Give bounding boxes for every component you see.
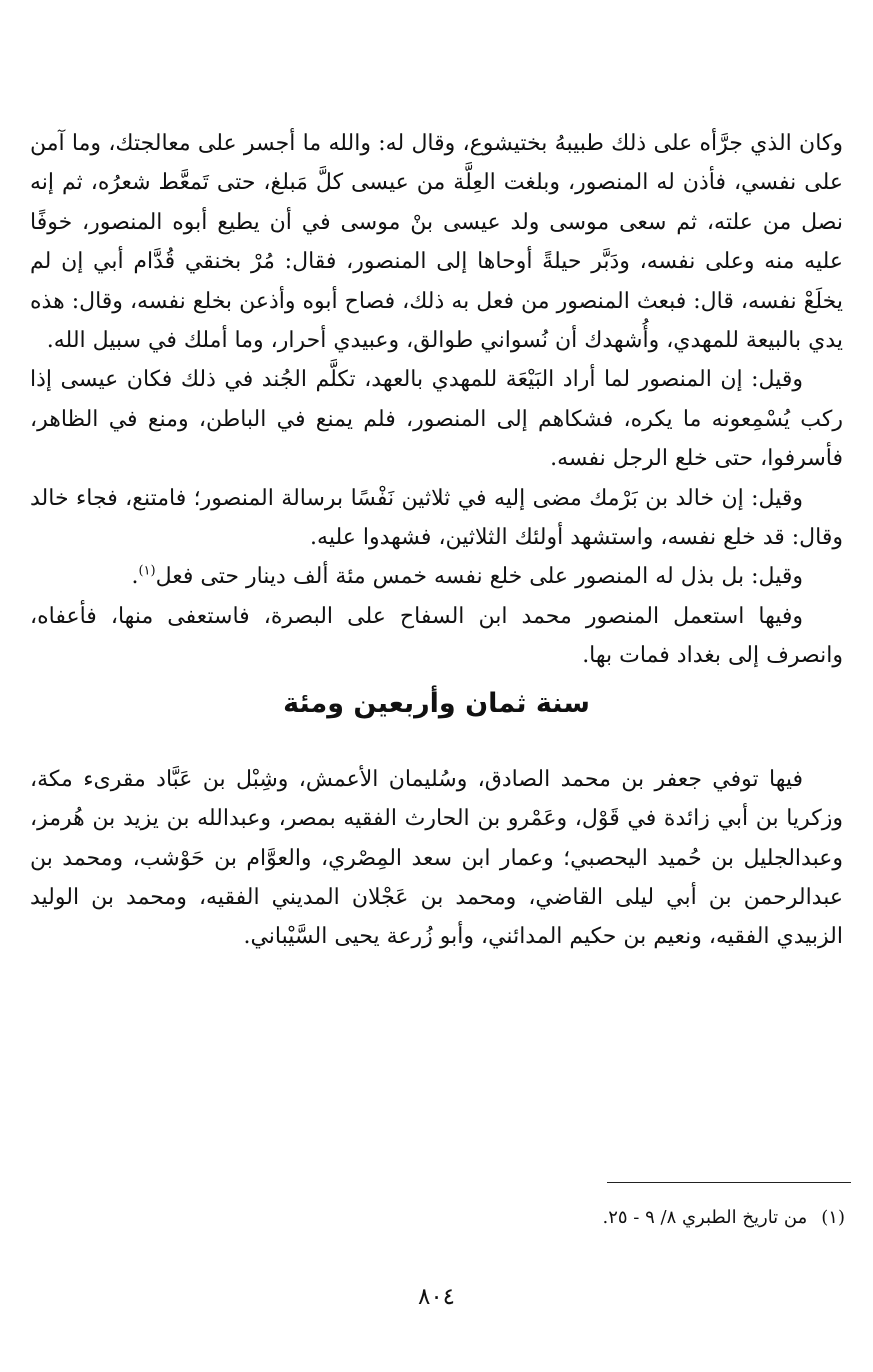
footnote xyxy=(602,1204,845,1232)
paragraph-4-end: . xyxy=(131,564,139,590)
footnote-reference: (١) xyxy=(138,564,156,580)
paragraph-3: وقيل: إن خالد بن بَرْمك مضى إليه في ثلاثين نَفْسًا برسالة المنصور؛ فامتنع، فجاء خالد وقال: قد خلع نفسه، واستشهد أولئك الثلاثين، فشهدوا عليه. xyxy=(30,485,843,551)
paragraph-4 xyxy=(30,557,843,596)
footnote-divider xyxy=(607,1182,851,1183)
footnote-text: من تاريخ الطبري ٨/ ٩ - ٢٥. xyxy=(602,1207,808,1228)
paragraph-4-text: وقيل: بل بذل له المنصور على خلع نفسه خمس مئة ألف دينار حتى فعل xyxy=(155,564,803,590)
page-number: ٨٠٤ xyxy=(417,1284,456,1310)
footnote-number: (١) xyxy=(821,1207,845,1228)
paragraph-1: وكان الذي جرَّأه على ذلك طبيبهُ بختيشوع، وقال له: والله ما أجسر على معالجتك، وما آمن على نفسي، فأذن له المنصور، وبلغت العِلَّة من عيسى كلَّ مَبلغ، حتى تَمعَّط شعرُه، ثم إنه نصل من علته، ثم سعى موسى ولد عيسى بنْ موسى في أن يطيع أبوه المنصور، خوفًا عليه منه وعلى نفسه، ودَبَّر حيلةً أوحاها إلى المنصور، فقال: مُرْ بخنقي قُدَّام أبي إن لم يخلَعْ نفسه، قال: فبعث المنصور من فعل به ذلك، فصاح أبوه وأذعن بخلع نفسه، وقال: هذه يدي بالبيعة للمهدي، وأُشهدك أن نُسواني طوالق، وعبيدي أحرار، وما أملك في سبيل الله. xyxy=(30,131,843,354)
section-heading: سنة ثمان وأربعين ومئة xyxy=(283,687,590,719)
paragraph-5: وفيها استعمل المنصور محمد ابن السفاح على البصرة، فاستعفى منها، فأعفاه، وانصرف إلى بغداد فمات بها. xyxy=(30,603,843,669)
paragraph-obituaries: فيها توفي جعفر بن محمد الصادق، وسُليمان الأعمش، وشِبْل بن عَبَّاد مقرىء مكة، وزكريا بن أبي زائدة في قَوْل، وعَمْرو بن الحارث الفقيه بمصر، وعبدالله بن يزيد بن هُرمز، وعبدالجليل بن حُميد اليحصبي؛ وعمار ابن سعد المِصْري، والعوَّام بن حَوْشب، ومحمد بن عبدالرحمن بن أبي ليلى القاضي، ومحمد بن عَجْلان المديني الفقيه، ومحمد بن الوليد الزبيدي الفقيه، ونعيم بن حكيم المدائني، وأبو زُرعة يحيى السَّيْباني. xyxy=(30,766,843,950)
paragraph-2: وقيل: إن المنصور لما أراد البَيْعَة للمهدي بالعهد، تكلَّم الجُند في ذلك فكان عيسى إذا ركب يُسْمِعونه ما يكره، فشكاهم إلى المنصور، فلم يمنع في الباطن، ومنع في الظاهر، فأسرفوا، حتى خلع الرجل نفسه. xyxy=(30,367,843,472)
